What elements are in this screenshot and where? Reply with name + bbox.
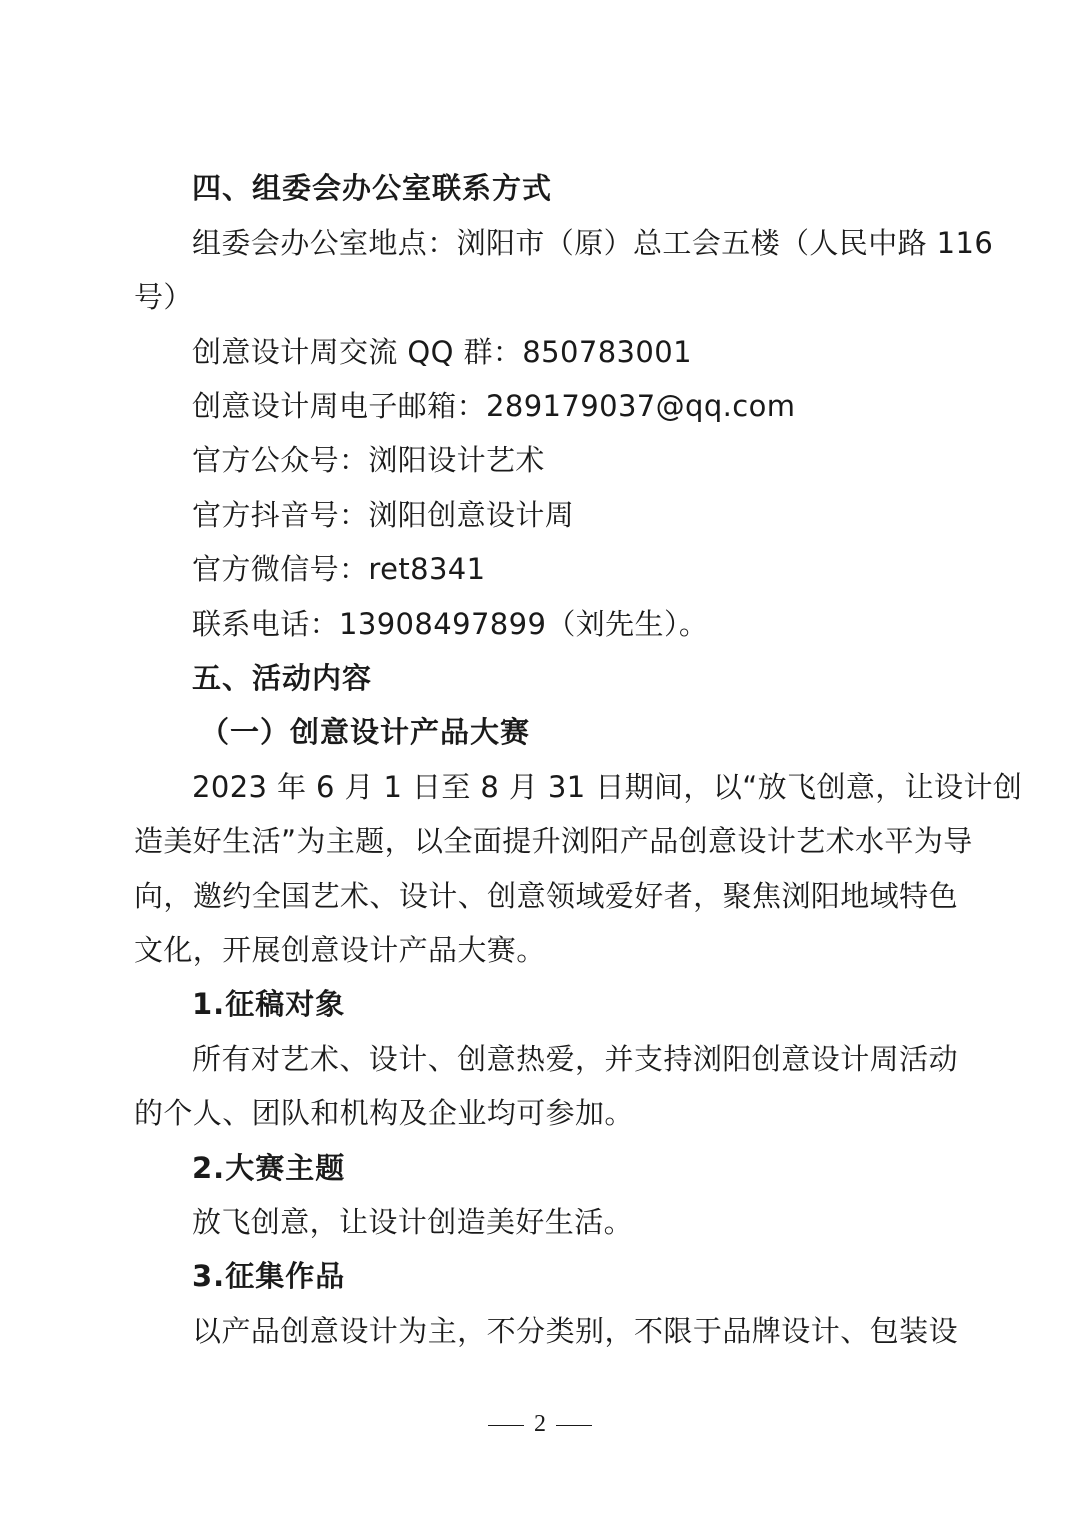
- office-address-line-2: 号）: [134, 280, 193, 314]
- official-account: 官方公众号：浏阳设计艺术: [192, 443, 545, 477]
- item-3-text: 以产品创意设计为主，不分类别，不限于品牌设计、包装设: [192, 1314, 958, 1348]
- page-footer: [0, 1410, 1080, 1438]
- footer-dash-left: [488, 1425, 524, 1426]
- item-2-text: 放飞创意，让设计创造美好生活。: [192, 1205, 634, 1239]
- intro-line-4: 文化，开展创意设计产品大赛。: [134, 933, 546, 967]
- douyin-account: 官方抖音号：浏阳创意设计周: [192, 498, 575, 532]
- section-4-heading: 四、组委会办公室联系方式: [192, 171, 553, 205]
- office-address-line-1: 组委会办公室地点：浏阳市（原）总工会五楼（人民中路 116: [192, 226, 994, 260]
- email: 创意设计周电子邮箱：289179037@qq.com: [192, 389, 796, 423]
- item-1-heading: 1.征稿对象: [192, 987, 346, 1021]
- section-5-heading: 五、活动内容: [192, 661, 373, 695]
- item-3-heading: 3.征集作品: [192, 1259, 346, 1293]
- qq-group: 创意设计周交流 QQ 群：850783001: [192, 335, 692, 369]
- page-number: 2: [534, 1411, 546, 1437]
- footer-dash-right: [556, 1425, 592, 1426]
- intro-line-3: 向，邀约全国艺术、设计、创意领域爱好者，聚焦浏阳地域特色: [134, 879, 958, 913]
- subsection-1-heading: （一）创意设计产品大赛: [200, 715, 531, 749]
- intro-line-2: 造美好生活”为主题，以全面提升浏阳产品创意设计艺术水平为导: [134, 824, 973, 858]
- item-1-line-2: 的个人、团队和机构及企业均可参加。: [134, 1096, 634, 1130]
- intro-line-1: 2023 年 6 月 1 日至 8 月 31 日期间，以“放飞创意，让设计创: [192, 770, 1023, 804]
- contact-phone: 联系电话：13908497899（刘先生）。: [192, 607, 709, 641]
- item-1-line-1: 所有对艺术、设计、创意热爱，并支持浏阳创意设计周活动: [192, 1042, 958, 1076]
- wechat-id: 官方微信号：ret8341: [192, 552, 486, 586]
- item-2-heading: 2.大赛主题: [192, 1151, 346, 1185]
